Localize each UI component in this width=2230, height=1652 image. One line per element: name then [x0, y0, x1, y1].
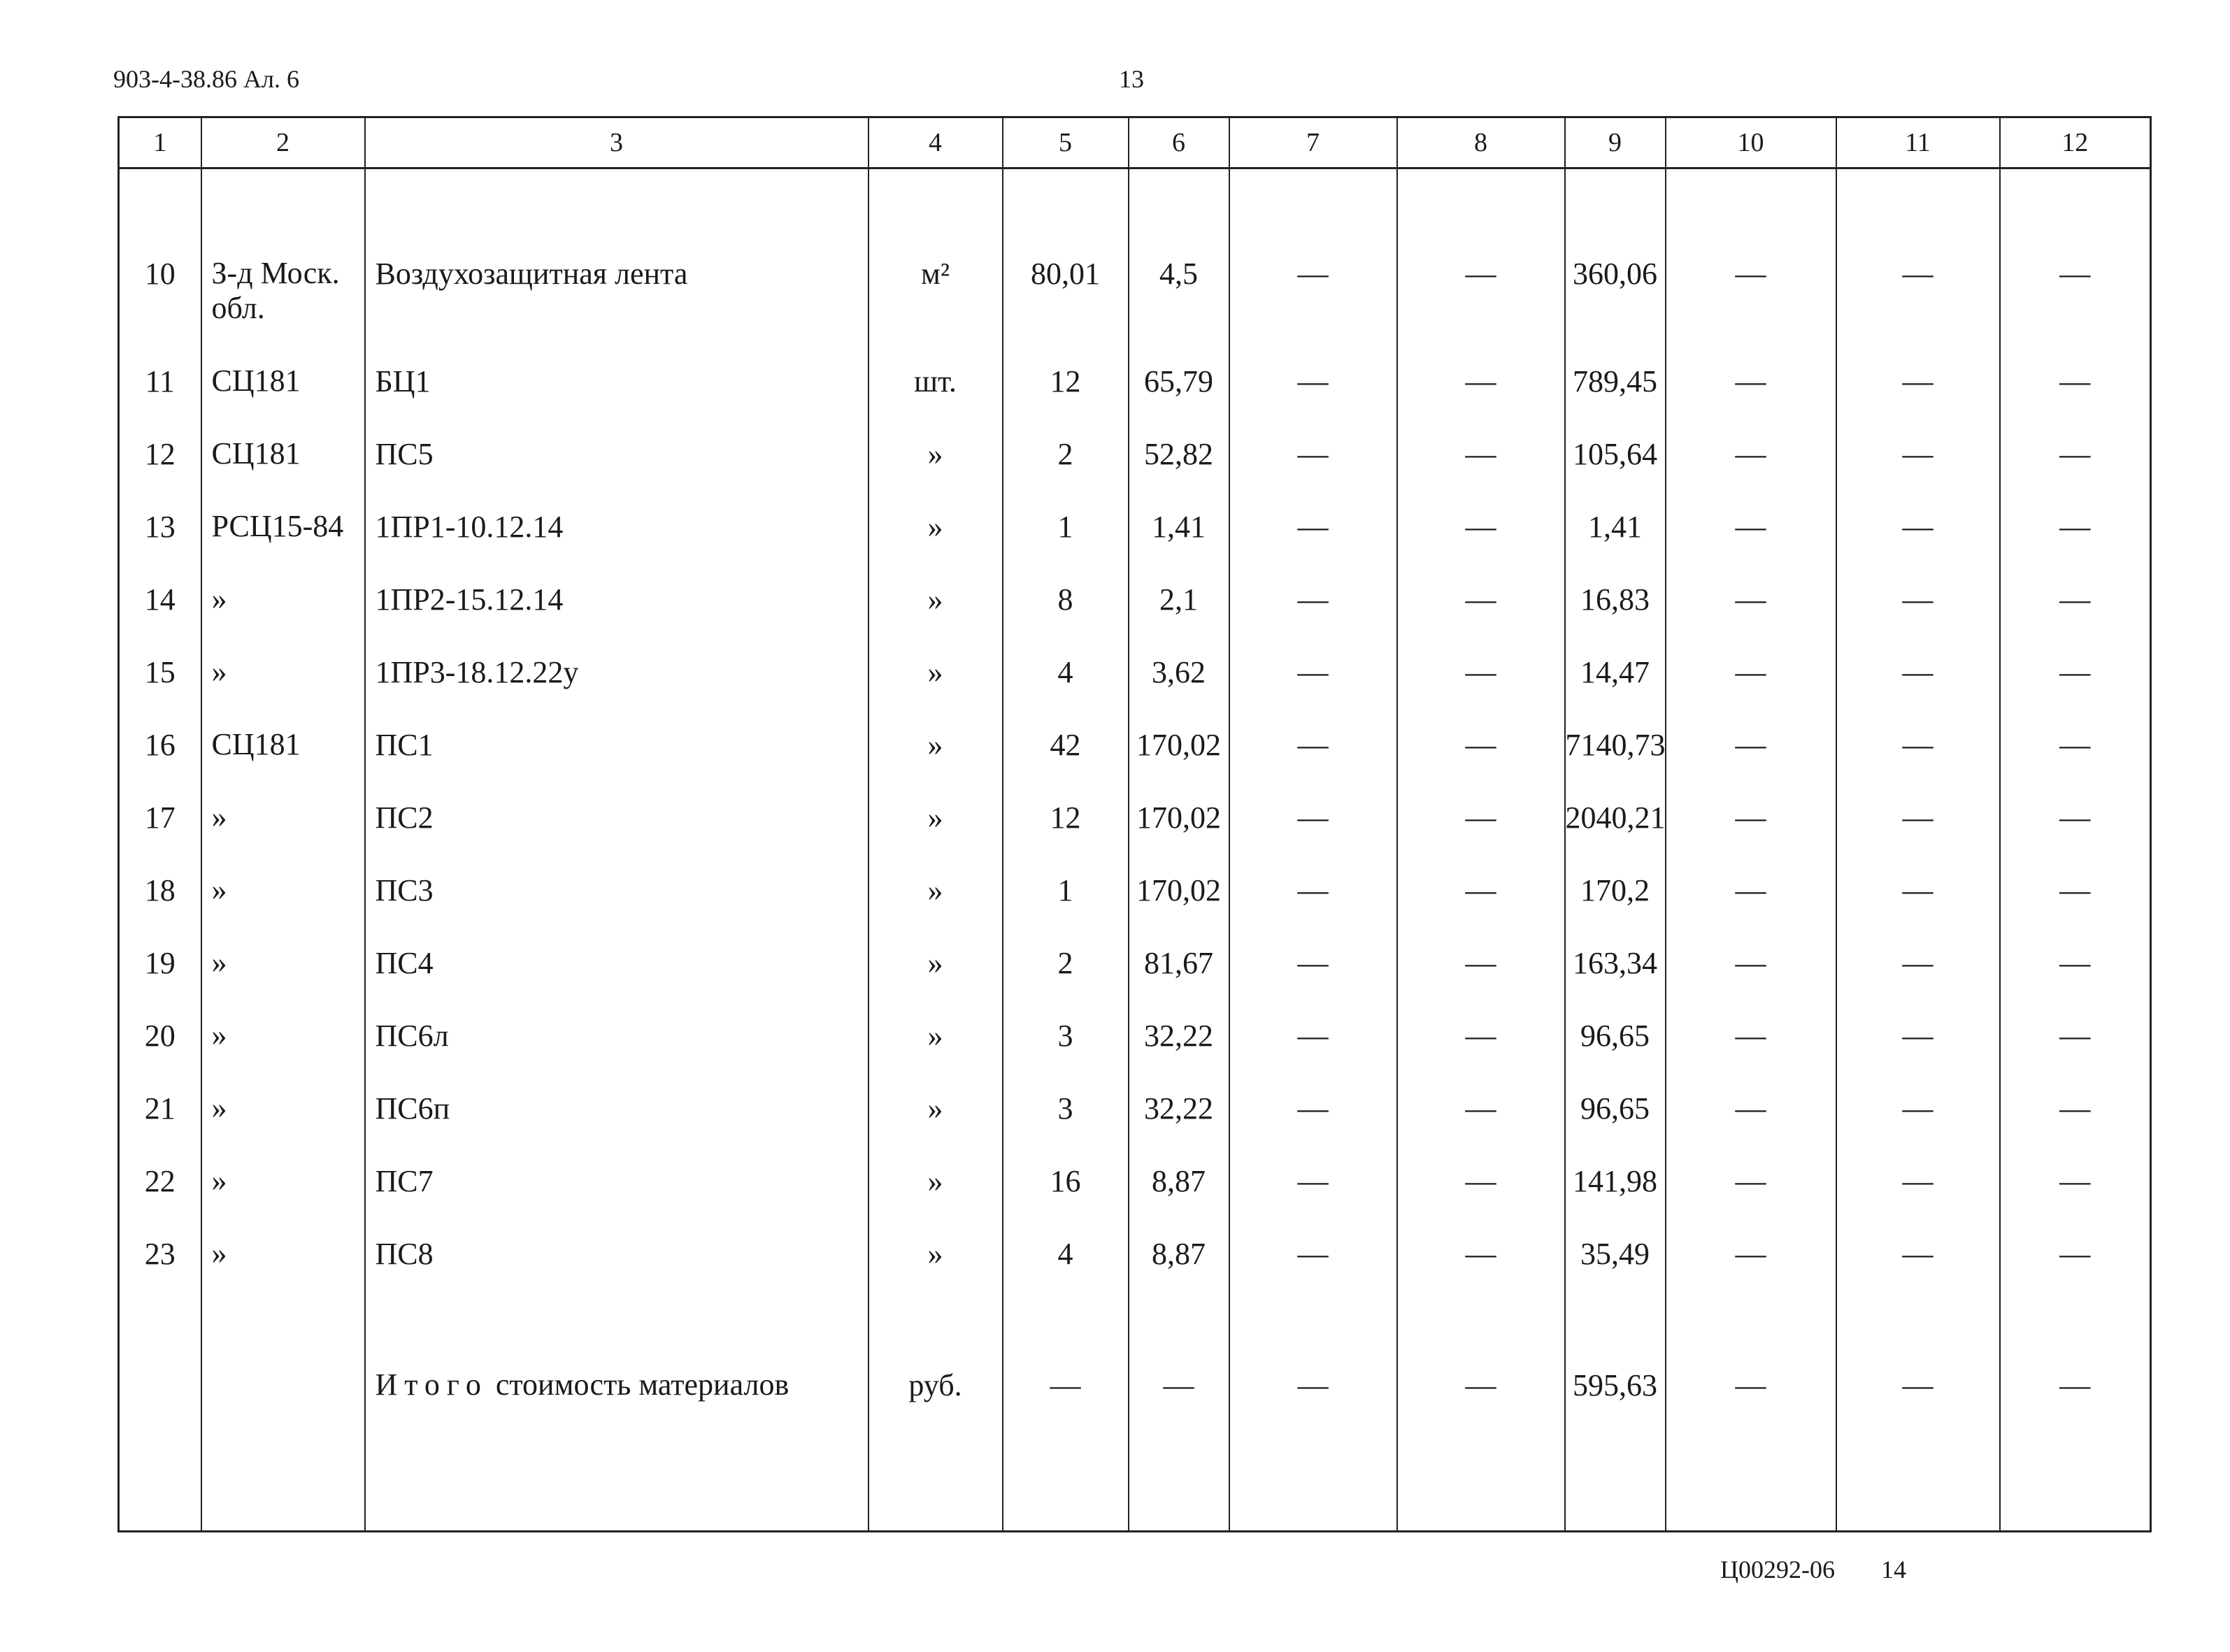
col7-cell: — [1229, 579, 1397, 652]
unit-cell: » [869, 652, 1003, 724]
col7-cell: — [1229, 433, 1397, 506]
source-cell: СЦ181 [201, 433, 365, 506]
col10-cell: — [1666, 652, 1836, 724]
quantity-cell: 2 [1003, 433, 1129, 506]
column-number: 6 [1129, 117, 1229, 168]
total-col10-cell: — [1666, 1306, 1836, 1529]
column-number: 11 [1836, 117, 2000, 168]
col10-cell: — [1666, 942, 1836, 1015]
col11-cell: — [1836, 1233, 2000, 1306]
table-row [119, 433, 2151, 506]
material-name-cell: ПС1 [365, 724, 869, 797]
col10-cell: — [1666, 1088, 1836, 1161]
table-row [119, 579, 2151, 652]
total-total-cost-cell: 595,63 [1565, 1306, 1666, 1529]
material-name-cell: ПС2 [365, 797, 869, 870]
unit-price-cell: 81,67 [1129, 942, 1229, 1015]
unit-price-cell: 8,87 [1129, 1233, 1229, 1306]
total-col11-cell: — [1836, 1306, 2000, 1529]
material-name-cell: 1ПР2-15.12.14 [365, 579, 869, 652]
table-row [119, 652, 2151, 724]
column-number: 7 [1229, 117, 1397, 168]
empty-cell [1565, 1529, 1666, 1531]
source-cell: » [201, 1233, 365, 1306]
column-number: 9 [1565, 117, 1666, 168]
col11-cell: — [1836, 724, 2000, 797]
col7-cell: — [1229, 1161, 1397, 1233]
total-cost-cell: 2040,21 [1565, 797, 1666, 870]
quantity-cell: 4 [1003, 652, 1129, 724]
col8-cell: — [1397, 724, 1565, 797]
material-name-cell: ПС7 [365, 1161, 869, 1233]
table-row [119, 942, 2151, 1015]
material-name-cell: 1ПР1-10.12.14 [365, 506, 869, 579]
total-cost-cell: 360,06 [1565, 168, 1666, 361]
col7-cell: — [1229, 1233, 1397, 1306]
total-cost-cell: 14,47 [1565, 652, 1666, 724]
col12-cell: — [2000, 433, 2151, 506]
total-cost-cell: 789,45 [1565, 361, 1666, 433]
source-cell: СЦ181 [201, 724, 365, 797]
col12-cell: — [2000, 797, 2151, 870]
materials-table [117, 116, 2152, 1532]
total-cost-cell: 105,64 [1565, 433, 1666, 506]
quantity-cell: 12 [1003, 797, 1129, 870]
total-col7-cell: — [1229, 1306, 1397, 1529]
column-number: 12 [2000, 117, 2151, 168]
empty-cell [1397, 1529, 1565, 1531]
total-quantity-cell: — [1003, 1306, 1129, 1529]
col11-cell: — [1836, 797, 2000, 870]
row-number-cell: 15 [144, 655, 176, 689]
col7-cell: — [1229, 1015, 1397, 1088]
col10-cell: — [1666, 1233, 1836, 1306]
col10-cell: — [1666, 361, 1836, 433]
total-cost-cell: 170,2 [1565, 870, 1666, 942]
unit-cell: » [869, 1088, 1003, 1161]
table-row [119, 1233, 2151, 1306]
unit-price-cell: 3,62 [1129, 652, 1229, 724]
total-cost-cell: 163,34 [1565, 942, 1666, 1015]
col11-cell: — [1836, 870, 2000, 942]
total-cost-cell: 1,41 [1565, 506, 1666, 579]
row-number-cell: 13 [144, 510, 176, 544]
material-name-cell: ПС6п [365, 1088, 869, 1161]
empty-cell [1129, 1529, 1229, 1531]
archive-stamp: Ц00292-06 [1720, 1556, 1835, 1583]
filler-row [119, 1529, 2151, 1531]
material-name-cell: 1ПР3-18.12.22у [365, 652, 869, 724]
col8-cell: — [1397, 506, 1565, 579]
quantity-cell: 16 [1003, 1161, 1129, 1233]
unit-price-cell: 65,79 [1129, 361, 1229, 433]
col7-cell: — [1229, 797, 1397, 870]
total-unit-cell: руб. [869, 1306, 1003, 1529]
col8-cell: — [1397, 870, 1565, 942]
table-row [119, 1088, 2151, 1161]
total-label-spaced: Итого [375, 1367, 488, 1402]
unit-price-cell: 2,1 [1129, 579, 1229, 652]
col12-cell: — [2000, 652, 2151, 724]
col10-cell: — [1666, 579, 1836, 652]
material-name-cell: Воздухозащитная лента [365, 168, 869, 361]
table-row [119, 361, 2151, 433]
source-cell: » [201, 579, 365, 652]
column-number: 5 [1003, 117, 1129, 168]
total-col12-cell: — [2000, 1306, 2151, 1529]
source-cell: » [201, 652, 365, 724]
col12-cell: — [2000, 506, 2151, 579]
col11-cell: — [1836, 361, 2000, 433]
material-name-cell: ПС6л [365, 1015, 869, 1088]
unit-cell: » [869, 506, 1003, 579]
source-cell: » [201, 1161, 365, 1233]
source-cell: СЦ181 [201, 361, 365, 433]
row-number-cell: 18 [144, 873, 176, 907]
unit-cell: » [869, 942, 1003, 1015]
total-unit-price-cell: — [1129, 1306, 1229, 1529]
page-number: 13 [1119, 65, 1144, 93]
col7-cell: — [1229, 1088, 1397, 1161]
col11-cell: — [1836, 1088, 2000, 1161]
table-row [119, 797, 2151, 870]
empty-cell [201, 1306, 365, 1529]
material-name-cell: ПС5 [365, 433, 869, 506]
total-cost-cell: 141,98 [1565, 1161, 1666, 1233]
quantity-cell: 2 [1003, 942, 1129, 1015]
col8-cell: — [1397, 652, 1565, 724]
column-number: 3 [365, 117, 869, 168]
source-cell: З-д Моск. обл. [201, 168, 365, 361]
total-cost-cell: 96,65 [1565, 1088, 1666, 1161]
source-cell: » [201, 870, 365, 942]
source-cell: » [201, 1088, 365, 1161]
col8-cell: — [1397, 168, 1565, 361]
row-number-cell: 12 [144, 437, 176, 471]
col12-cell: — [2000, 724, 2151, 797]
col7-cell: — [1229, 361, 1397, 433]
row-number-cell: 14 [144, 582, 176, 617]
quantity-cell: 80,01 [1003, 168, 1129, 361]
source-cell: РСЦ15-84 [201, 506, 365, 579]
quantity-cell: 1 [1003, 506, 1129, 579]
empty-cell [1666, 1529, 1836, 1531]
empty-cell [869, 1529, 1003, 1531]
col7-cell: — [1229, 506, 1397, 579]
col8-cell: — [1397, 797, 1565, 870]
total-cost-cell: 16,83 [1565, 579, 1666, 652]
unit-price-cell: 52,82 [1129, 433, 1229, 506]
table-row [119, 1161, 2151, 1233]
quantity-cell: 3 [1003, 1088, 1129, 1161]
col10-cell: — [1666, 870, 1836, 942]
col12-cell: — [2000, 1088, 2151, 1161]
material-name-cell: ПС3 [365, 870, 869, 942]
col10-cell: — [1666, 433, 1836, 506]
column-number: 2 [201, 117, 365, 168]
column-number: 4 [869, 117, 1003, 168]
unit-cell: » [869, 433, 1003, 506]
material-name-cell: ПС8 [365, 1233, 869, 1306]
col8-cell: — [1397, 433, 1565, 506]
unit-cell: » [869, 579, 1003, 652]
unit-price-cell: 1,41 [1129, 506, 1229, 579]
quantity-cell: 3 [1003, 1015, 1129, 1088]
total-cost-cell: 35,49 [1565, 1233, 1666, 1306]
total-cost-cell: 7140,73 [1565, 724, 1666, 797]
col11-cell: — [1836, 579, 2000, 652]
table-row [119, 870, 2151, 942]
empty-cell [365, 1529, 869, 1531]
row-number-cell: 22 [144, 1164, 176, 1198]
col12-cell: — [2000, 1233, 2151, 1306]
column-number: 1 [119, 117, 201, 168]
col12-cell: — [2000, 579, 2151, 652]
row-number-cell: 17 [144, 800, 176, 835]
source-cell: » [201, 797, 365, 870]
material-name-cell: ПС4 [365, 942, 869, 1015]
unit-price-cell: 170,02 [1129, 724, 1229, 797]
col7-cell: — [1229, 724, 1397, 797]
material-name-cell: БЦ1 [365, 361, 869, 433]
empty-cell [1229, 1529, 1397, 1531]
col12-cell: — [2000, 870, 2151, 942]
col12-cell: — [2000, 1015, 2151, 1088]
empty-cell [201, 1529, 365, 1531]
unit-cell: м² [869, 168, 1003, 361]
quantity-cell: 4 [1003, 1233, 1129, 1306]
table-row [119, 1015, 2151, 1088]
row-number-cell: 21 [144, 1091, 176, 1126]
col7-cell: — [1229, 942, 1397, 1015]
col8-cell: — [1397, 1015, 1565, 1088]
row-number-cell: 19 [144, 946, 176, 980]
total-row [119, 1306, 2151, 1529]
unit-price-cell: 32,22 [1129, 1015, 1229, 1088]
col8-cell: — [1397, 942, 1565, 1015]
quantity-cell: 42 [1003, 724, 1129, 797]
col11-cell: — [1836, 168, 2000, 361]
empty-cell [1003, 1529, 1129, 1531]
quantity-cell: 8 [1003, 579, 1129, 652]
empty-cell [119, 1529, 201, 1531]
col8-cell: — [1397, 1161, 1565, 1233]
table-row [119, 724, 2151, 797]
col11-cell: — [1836, 942, 2000, 1015]
col10-cell: — [1666, 797, 1836, 870]
unit-cell: » [869, 797, 1003, 870]
table-row [119, 506, 2151, 579]
col8-cell: — [1397, 361, 1565, 433]
unit-price-cell: 8,87 [1129, 1161, 1229, 1233]
col8-cell: — [1397, 1088, 1565, 1161]
col7-cell: — [1229, 168, 1397, 361]
row-number-cell: 20 [144, 1019, 176, 1053]
total-cost-cell: 96,65 [1565, 1015, 1666, 1088]
empty-cell [119, 1306, 201, 1529]
unit-price-cell: 170,02 [1129, 870, 1229, 942]
unit-cell: » [869, 1015, 1003, 1088]
column-number: 10 [1666, 117, 1836, 168]
column-number: 8 [1397, 117, 1565, 168]
unit-cell: » [869, 1161, 1003, 1233]
col8-cell: — [1397, 1233, 1565, 1306]
unit-cell: » [869, 1233, 1003, 1306]
col12-cell: — [2000, 361, 2151, 433]
table-row [119, 168, 2151, 361]
empty-cell [2000, 1529, 2151, 1531]
row-number-cell: 10 [144, 257, 176, 291]
col7-cell: — [1229, 870, 1397, 942]
col11-cell: — [1836, 506, 2000, 579]
unit-cell: » [869, 870, 1003, 942]
col10-cell: — [1666, 724, 1836, 797]
col10-cell: — [1666, 506, 1836, 579]
quantity-cell: 12 [1003, 361, 1129, 433]
col10-cell: — [1666, 1161, 1836, 1233]
col11-cell: — [1836, 1015, 2000, 1088]
col11-cell: — [1836, 433, 2000, 506]
col10-cell: — [1666, 1015, 1836, 1088]
unit-price-cell: 4,5 [1129, 168, 1229, 361]
sheet-number: 14 [1881, 1556, 1906, 1583]
unit-cell: шт. [869, 361, 1003, 433]
col10-cell: — [1666, 168, 1836, 361]
row-number-cell: 16 [144, 728, 176, 762]
col11-cell: — [1836, 1161, 2000, 1233]
row-number-cell: 23 [144, 1237, 176, 1271]
total-label-rest: стоимость материалов [495, 1367, 789, 1402]
col12-cell: — [2000, 168, 2151, 361]
source-cell: » [201, 942, 365, 1015]
col12-cell: — [2000, 942, 2151, 1015]
total-label-cell [365, 1306, 869, 1529]
col12-cell: — [2000, 1161, 2151, 1233]
col7-cell: — [1229, 652, 1397, 724]
unit-price-cell: 32,22 [1129, 1088, 1229, 1161]
unit-price-cell: 170,02 [1129, 797, 1229, 870]
col11-cell: — [1836, 652, 2000, 724]
quantity-cell: 1 [1003, 870, 1129, 942]
col8-cell: — [1397, 579, 1565, 652]
source-cell: » [201, 1015, 365, 1088]
unit-cell: » [869, 724, 1003, 797]
column-number-row [119, 117, 2151, 168]
row-number-cell: 11 [145, 364, 175, 398]
document-code: 903-4-38.86 Ал. 6 [113, 65, 299, 93]
empty-cell [1836, 1529, 2000, 1531]
total-col8-cell: — [1397, 1306, 1565, 1529]
